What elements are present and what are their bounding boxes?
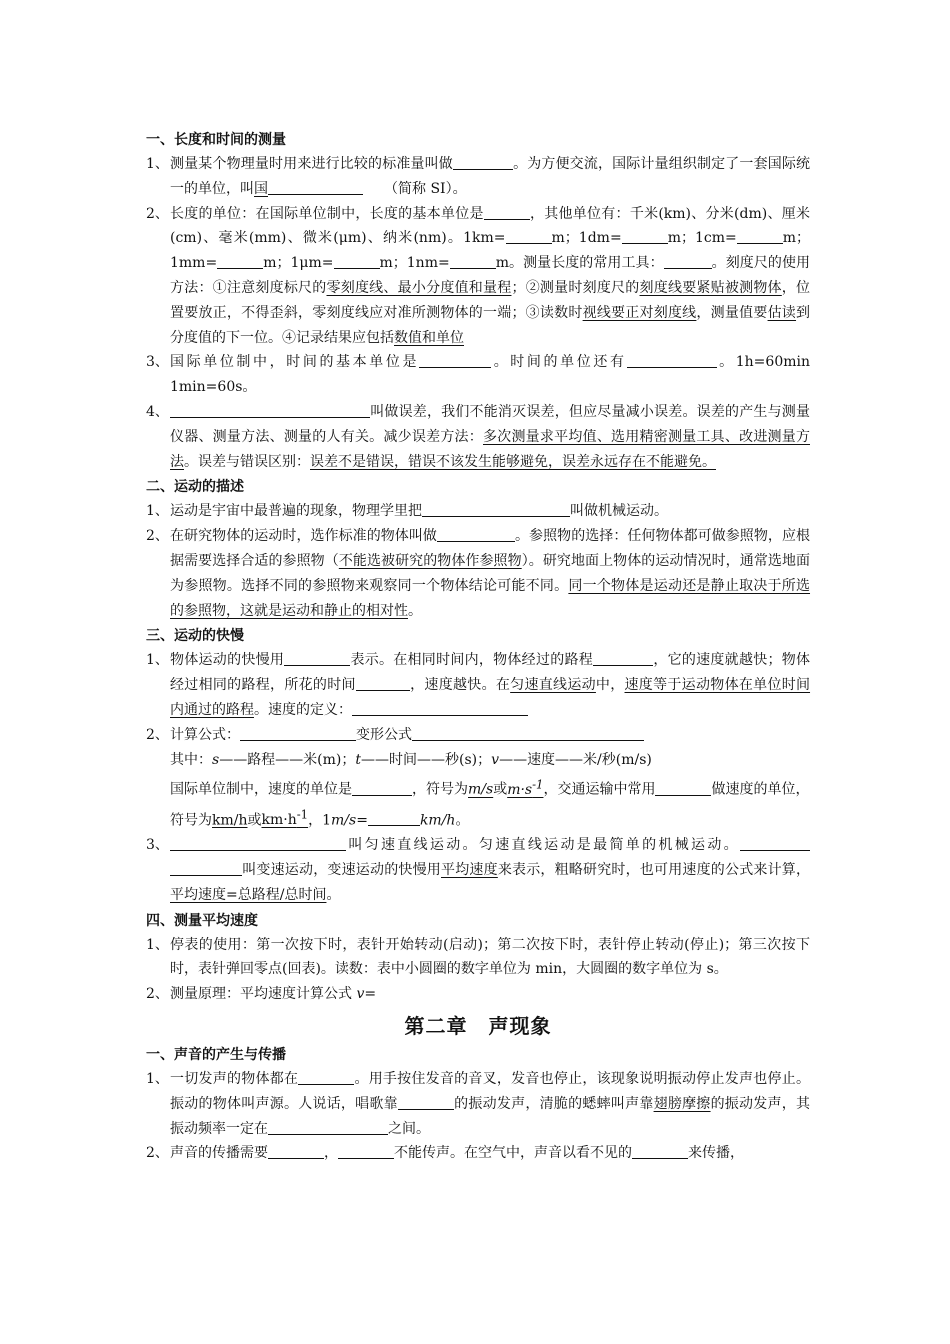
item-number: 2、 bbox=[146, 205, 169, 222]
text-run: m；1nm= bbox=[379, 255, 450, 272]
text-run: 。 bbox=[408, 602, 422, 619]
text-run: ——时间——秒(s)； bbox=[361, 751, 492, 768]
text-run: 。误差与错误区别： bbox=[184, 453, 310, 470]
underlined-text: 速度等于运动物体在单位时间内通过的路程 bbox=[170, 677, 811, 718]
text-run: m·s bbox=[507, 781, 533, 798]
text-run: 在研究物体的运动时，选作标准的物体叫做 bbox=[170, 528, 437, 545]
text-run: 来传播， bbox=[688, 1145, 744, 1162]
fill-blank[interactable] bbox=[622, 229, 668, 244]
fill-blank[interactable] bbox=[412, 726, 644, 741]
item-number: 2、 bbox=[146, 986, 169, 1003]
text-run: ；②测量时刻度尺的 bbox=[511, 279, 640, 296]
text-run: 测量某个物理量时用来进行比较的标准量叫做 bbox=[170, 156, 453, 172]
text-run: （简称 SI）。 bbox=[391, 180, 467, 197]
item-text bbox=[170, 202, 810, 351]
list-item bbox=[146, 982, 810, 1007]
symbol: s bbox=[212, 751, 220, 768]
fill-blank[interactable] bbox=[352, 781, 412, 796]
section-heading: 二、运动的描述 bbox=[146, 479, 244, 496]
item-text: 停表的使用：第一次按下时，表针开始转动(启动)；第二次按下时，表针停止转动(停止)；第三次按下时，表针弹回零点(回表)。读数：表中小圆圈的数字单位为 min，大圆圈的数字单位为 s。 bbox=[170, 936, 810, 978]
section-heading: 一、声音的产生与传播 bbox=[146, 1047, 286, 1064]
item-text bbox=[170, 723, 810, 748]
item-number: 1、 bbox=[146, 1071, 169, 1088]
item-number: 2、 bbox=[146, 1145, 169, 1162]
item-text bbox=[170, 400, 810, 474]
formula-legend bbox=[146, 748, 810, 773]
unit-symbol bbox=[507, 777, 544, 798]
text-run: 叫变速运动，变速运动的快慢用 bbox=[242, 862, 441, 879]
underlined-text: 误差不是错误，错误不该发生能够避免，误差永远存在不能避免。 bbox=[310, 453, 716, 470]
list-item bbox=[146, 723, 810, 748]
text-run: 物体运动的快慢用 bbox=[170, 652, 285, 669]
text-run: 测量原理：平均速度计算公式 bbox=[170, 986, 357, 1003]
item-number: 1、 bbox=[146, 652, 169, 669]
fill-blank[interactable] bbox=[338, 1144, 394, 1159]
fill-blank[interactable] bbox=[632, 1144, 688, 1159]
text-run: 。时间的单位还有 bbox=[491, 354, 627, 371]
fill-blank[interactable] bbox=[740, 836, 810, 851]
text-run: ，其他单位有：千米(km)、分米(dm)、厘米(cm)、毫米(mm)、微米(μm)、纳米(nm)。1km= bbox=[170, 205, 811, 247]
item-number: 1、 bbox=[146, 503, 169, 520]
list-item bbox=[146, 648, 810, 722]
text-run: m；1μm= bbox=[263, 255, 334, 272]
text-run: ，它的速度就越快；物体经过相同的路程，所花的时间 bbox=[170, 652, 811, 694]
list-item bbox=[146, 499, 810, 524]
item-text bbox=[170, 499, 810, 524]
unit-symbol: km/h bbox=[419, 812, 456, 829]
text-run: 运动是宇宙中最普遍的现象，物理学里把 bbox=[170, 503, 422, 520]
text-run: 之间。 bbox=[388, 1120, 430, 1137]
fill-blank[interactable] bbox=[422, 502, 570, 517]
fill-blank[interactable] bbox=[268, 1144, 324, 1159]
unit-symbol: m/s bbox=[468, 781, 494, 798]
text-run: 。为方便交流，国际计量组织制定了一套国际统一的单位，叫 bbox=[170, 156, 811, 197]
section-heading: 一、长度和时间的测量 bbox=[146, 132, 286, 148]
underlined-text: 平均速度=总路程/总时间 bbox=[170, 886, 327, 903]
fill-blank[interactable] bbox=[627, 353, 717, 368]
text-run: 。用手按住发音的音叉，发音也停止，该现象说明振动停止发声也停止。振动的物体叫声源。人说话，唱歌靠 bbox=[170, 1071, 811, 1112]
list-item bbox=[146, 1141, 810, 1166]
fill-blank[interactable] bbox=[368, 811, 420, 826]
text-run: ，交通运输中常用 bbox=[543, 781, 656, 798]
fill-blank[interactable] bbox=[356, 676, 410, 691]
list-item bbox=[146, 833, 810, 907]
text-run: 。 bbox=[455, 812, 470, 829]
text-run: 做速度的单位，符号为 bbox=[170, 781, 810, 829]
text-run: 中， bbox=[595, 677, 625, 694]
fill-blank[interactable] bbox=[593, 651, 653, 666]
symbol: t bbox=[355, 751, 362, 768]
text-run: 声音的传播需要 bbox=[170, 1145, 268, 1162]
list-item bbox=[146, 1067, 810, 1141]
text-run: 或 bbox=[493, 781, 508, 798]
unit-symbol: m/s bbox=[331, 812, 357, 829]
item-text bbox=[170, 1141, 810, 1166]
text-run: 不能传声。在空气中，声音以看不见的 bbox=[394, 1145, 632, 1162]
text-run: m；1mm= bbox=[170, 230, 810, 272]
text-run: m；1dm= bbox=[551, 230, 622, 247]
unit-symbol bbox=[261, 807, 309, 829]
text-run: ，符号为 bbox=[412, 781, 468, 798]
text-run: 叫匀速直线运动。匀速直线运动是最简单的机械运动。 bbox=[346, 837, 740, 854]
item-number: 3、 bbox=[146, 837, 169, 854]
fill-blank[interactable] bbox=[268, 1120, 388, 1135]
text-run: km·h bbox=[261, 812, 297, 829]
text-run: 表示。在相同时间内，物体经过的路程 bbox=[350, 652, 594, 669]
document-content bbox=[146, 127, 824, 1166]
underlined-text: 国 bbox=[254, 180, 268, 197]
fill-blank[interactable] bbox=[450, 254, 496, 269]
item-number: 1、 bbox=[146, 936, 169, 953]
item-number: 1、 bbox=[146, 156, 169, 172]
item-text bbox=[170, 982, 810, 1007]
fill-blank[interactable] bbox=[655, 781, 711, 796]
item-text bbox=[170, 350, 824, 400]
fill-blank[interactable] bbox=[170, 403, 370, 418]
text-run: 来表示，粗略研究时，也可用速度的公式来计算， bbox=[497, 862, 811, 879]
fill-blank[interactable] bbox=[437, 527, 515, 542]
fill-blank[interactable] bbox=[217, 254, 263, 269]
text-run: 。1h=60min 1min=60s。 bbox=[170, 354, 824, 396]
underlined-text: 不能选被研究的物体作参照物 bbox=[338, 552, 522, 569]
underlined-text: 视线要正对刻度线 bbox=[582, 304, 697, 321]
text-run: ，位置要放正，不得歪斜，零刻度线应对准所测物体的一端；③读数时 bbox=[170, 279, 811, 321]
unit-text bbox=[146, 772, 810, 833]
superscript: -1 bbox=[532, 777, 544, 792]
fill-blank[interactable] bbox=[334, 254, 380, 269]
fill-blank[interactable] bbox=[737, 229, 783, 244]
text-run: m。测量长度的常用工具： bbox=[495, 255, 664, 272]
text-run: ——速度——米/秒(m/s) bbox=[499, 751, 652, 768]
chapter-title: 第二章 声现象 bbox=[404, 1014, 552, 1039]
fill-blank[interactable] bbox=[284, 651, 350, 666]
text-run: 国际单位制中，时间的基本单位是 bbox=[170, 354, 420, 371]
underlined-text: 刻度线要紧贴被测物体 bbox=[639, 279, 782, 296]
text-run: ——路程——米(m)； bbox=[219, 751, 356, 768]
fill-blank[interactable] bbox=[170, 861, 242, 876]
text-run: 其中： bbox=[170, 751, 212, 768]
underlined-text: 数值和单位 bbox=[394, 329, 464, 346]
underlined-text: 平均速度 bbox=[441, 862, 498, 879]
list-item bbox=[146, 202, 810, 351]
item-text bbox=[170, 1067, 810, 1141]
underlined-text: 估读 bbox=[767, 304, 797, 321]
text-run: 长度的单位：在国际单位制中，长度的基本单位是 bbox=[170, 205, 484, 222]
list-item bbox=[146, 350, 824, 400]
fill-blank[interactable] bbox=[506, 229, 552, 244]
item-text bbox=[170, 152, 810, 202]
fill-blank[interactable] bbox=[484, 205, 530, 220]
text-run: 。速度的定义： bbox=[254, 701, 352, 718]
list-item bbox=[146, 524, 810, 623]
text-run: 一切发声的物体都在 bbox=[170, 1071, 299, 1088]
text-run: 叫做误差，我们不能消灭误差，但应尽量减小误差。误差的产生与测量仪器、测量方法、测量的人有关。减少误差方法： bbox=[170, 403, 810, 445]
unit-symbol: km/h bbox=[212, 812, 248, 829]
text-run: 。 bbox=[326, 886, 341, 903]
list-item bbox=[146, 400, 810, 474]
item-number: 3、 bbox=[146, 354, 169, 371]
fill-blank[interactable] bbox=[398, 1095, 454, 1110]
text-run: 或 bbox=[247, 812, 262, 829]
text-run: 到分度值的下一位。④记录结果应包括 bbox=[170, 304, 811, 346]
list-item bbox=[146, 933, 810, 983]
underlined-text: 零刻度线、最小分度值和量程 bbox=[326, 279, 512, 296]
text-run: 计算公式： bbox=[170, 726, 240, 743]
fill-blank[interactable] bbox=[170, 836, 346, 851]
text-run: m；1cm= bbox=[667, 230, 737, 247]
fill-blank[interactable] bbox=[298, 1070, 354, 1085]
item-number: 2、 bbox=[146, 726, 169, 743]
text-run: 变形公式 bbox=[356, 726, 412, 743]
underlined-text: 同一个物体是运动还是静止取决于所选的参照物，这就是运动和静止的相对性 bbox=[170, 577, 811, 619]
item-number: 2、 bbox=[146, 528, 169, 545]
fill-blank[interactable] bbox=[268, 180, 363, 195]
underlined-text: 多次测量求平均值、选用精密测量工具、改进测量方法 bbox=[170, 428, 810, 470]
superscript: -1 bbox=[296, 807, 309, 822]
section-heading: 三、运动的快慢 bbox=[146, 628, 244, 645]
fill-blank[interactable] bbox=[352, 701, 528, 716]
fill-blank[interactable] bbox=[240, 726, 356, 741]
fill-blank[interactable] bbox=[664, 254, 712, 269]
text-run: ）。研究地面上物体的运动情况时，通常选地面为参照物。选择不同的参照物来观察同一个物体结论可能不同。 bbox=[170, 552, 811, 594]
text-run: 叫做机械运动。 bbox=[570, 503, 668, 520]
fill-blank[interactable] bbox=[419, 353, 491, 368]
text-run: 的振动发声，其振动频率一定在 bbox=[170, 1095, 811, 1137]
text-run: 国际单位制中，速度的单位是 bbox=[170, 781, 352, 798]
text-run: ，1 bbox=[308, 812, 332, 829]
fill-blank[interactable] bbox=[453, 155, 513, 170]
text-run: ， bbox=[324, 1145, 338, 1162]
item-text bbox=[170, 648, 810, 722]
underlined-text: 匀速直线运动 bbox=[510, 677, 596, 694]
section-heading: 四、测量平均速度 bbox=[146, 912, 258, 929]
symbol: v bbox=[491, 751, 500, 768]
text-run: 。刻度尺的使用方法：①注意刻度标尺的 bbox=[170, 255, 810, 296]
item-text bbox=[170, 833, 810, 907]
text-run: ，测量值要 bbox=[696, 304, 768, 321]
text-run: = bbox=[356, 812, 368, 829]
text-run: 。参照物的选择：任何物体都可做参照物，应根据需要选择合适的参照物（ bbox=[170, 528, 811, 569]
list-item bbox=[146, 152, 810, 202]
underlined-text: 翅膀摩擦 bbox=[653, 1095, 711, 1112]
item-text bbox=[170, 524, 810, 623]
text-run: ，速度越快。在 bbox=[409, 677, 511, 694]
item-number: 4、 bbox=[146, 403, 169, 420]
text-run: 的振动发声，清脆的蟋蟀叫声靠 bbox=[453, 1095, 654, 1112]
symbol: v= bbox=[356, 986, 377, 1003]
